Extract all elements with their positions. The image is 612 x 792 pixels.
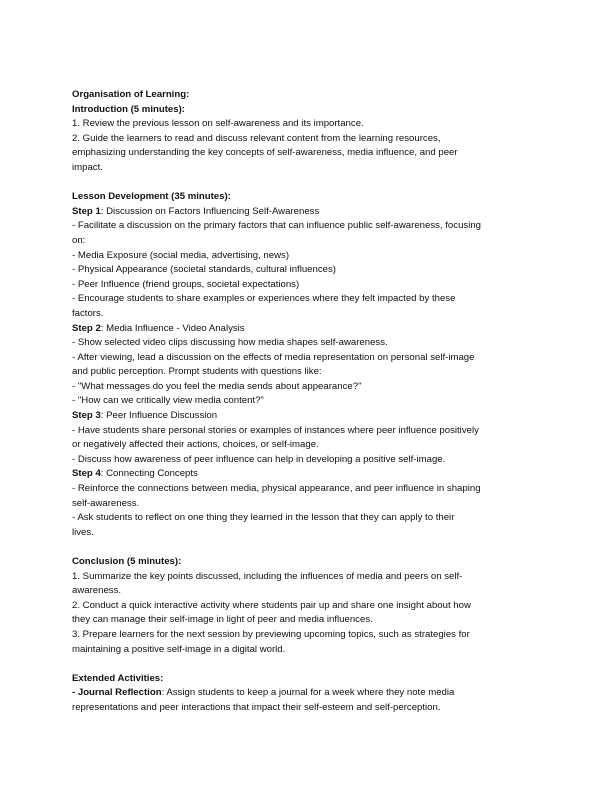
conclusion-line: 3. Prepare learners for the next session by previewing upcoming topics, such as strategies for [72, 628, 470, 640]
journal-reflection-label: - Journal Reflection [72, 687, 162, 699]
step3-label: Step 3 [72, 410, 101, 422]
intro-line: 1. Review the previous lesson on self-awareness and its importance. [72, 118, 364, 130]
conclusion-line: they can manage their self-image in light of peer and media influences. [72, 614, 373, 626]
step1-line: on: [72, 234, 86, 246]
intro-line: impact. [72, 161, 103, 173]
step2-line: - Show selected video clips discussing how media shapes self-awareness. [72, 337, 388, 349]
step3-title: : Peer Influence Discussion [100, 410, 218, 422]
spacer [72, 657, 547, 672]
step2-heading [72, 322, 547, 337]
conclusion-line: 2. Conduct a quick interactive activity where students pair up and share one insight about how [72, 599, 471, 611]
step4-line: - Ask students to reflect on one thing they learned in the lesson that they can apply to their [72, 512, 455, 524]
journal-reflection-text: : Assign students to keep a journal for a week where they note media [161, 687, 455, 699]
step1-label: Step 1 [72, 205, 101, 217]
step2-line: - "How can we critically view media content?" [72, 395, 264, 407]
step3-line: - Have students share personal stories or examples of instances where peer influence positively [72, 424, 479, 436]
step4-heading [72, 467, 547, 482]
step2-line: - After viewing, lead a discussion on the effects of media representation on personal self-image [72, 351, 475, 363]
step1-title: : Discussion on Factors Influencing Self-Awareness [100, 205, 320, 217]
step3-heading [72, 409, 547, 424]
step1-line: - Media Exposure (social media, advertising, news) [72, 249, 290, 261]
journal-reflection-line [72, 686, 547, 701]
step1-line: factors. [72, 307, 104, 319]
step4-line: lives. [72, 526, 94, 538]
step1-heading [72, 205, 547, 220]
step2-label: Step 2 [72, 322, 101, 334]
step2-line: - "What messages do you feel the media sends about appearance?" [72, 380, 362, 392]
extended-title: Extended Activities: [72, 672, 164, 684]
step4-line: self-awareness. [72, 497, 140, 509]
introduction-title: Introduction (5 minutes): [72, 103, 185, 115]
conclusion-title: Conclusion (5 minutes): [72, 556, 182, 567]
lesson-plan-document [72, 88, 547, 716]
step1-line: - Facilitate a discussion on the primary factors that can influence public self-awareness, focusing [72, 220, 481, 232]
conclusion-line: 1. Summarize the key points discussed, including the influences of media and peers on self- [72, 570, 463, 582]
step4-label: Step 4 [72, 468, 101, 480]
step1-line: - Encourage students to share examples or experiences where they felt impacted by these [72, 293, 456, 305]
step1-line: - Peer Influence (friend groups, societal expectations) [72, 278, 300, 290]
step1-line: - Physical Appearance (societal standards, cultural influences) [72, 264, 336, 276]
conclusion-line: maintaining a positive self-image in a digital world. [72, 643, 286, 655]
intro-line: emphasizing understanding the key concepts of self-awareness, media influence, and peer [72, 147, 458, 159]
spacer [72, 540, 547, 555]
step3-line: - Discuss how awareness of peer influence can help in developing a positive self-image. [72, 453, 446, 465]
intro-line: 2. Guide the learners to read and discuss relevant content from the learning resources, [72, 132, 441, 144]
step3-line: or negatively affected their actions, choices, or self-image. [72, 439, 319, 451]
extended-line: representations and peer interactions that impact their self-esteem and self-perception. [72, 701, 441, 713]
step2-title: : Media Influence - Video Analysis [100, 322, 245, 334]
step2-line: and public perception. Prompt students with questions like: [72, 366, 322, 378]
step4-line: - Reinforce the connections between media, physical appearance, and peer influence in shaping [72, 483, 481, 495]
step4-title: : Connecting Concepts [100, 468, 198, 480]
development-title: Lesson Development (35 minutes): [72, 191, 231, 203]
section-heading: Organisation of Learning: [72, 89, 190, 100]
conclusion-line: awareness. [72, 585, 122, 597]
spacer [72, 176, 547, 191]
